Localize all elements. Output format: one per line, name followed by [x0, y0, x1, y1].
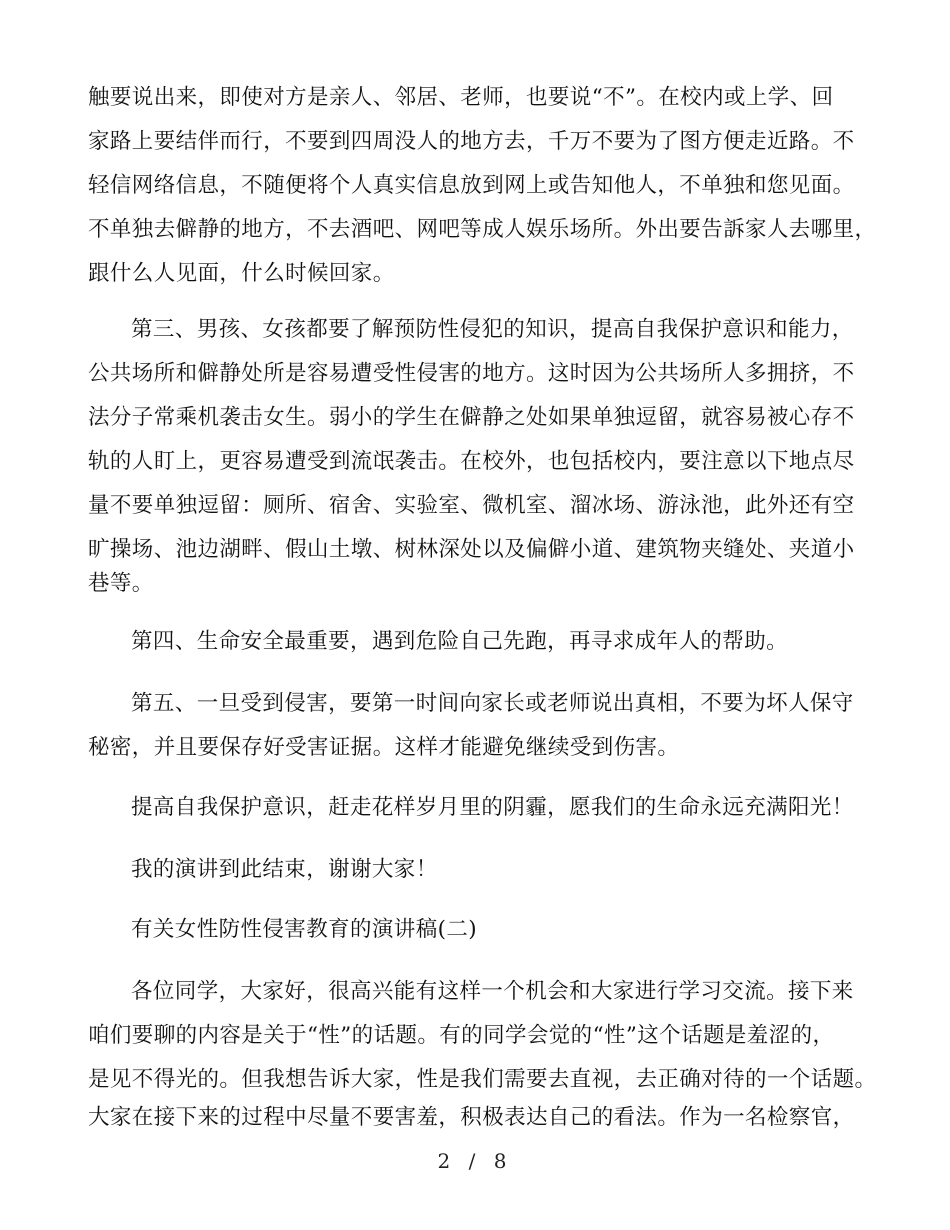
text-line: 第四、生命安全最重要，遇到危险自己先跑，再寻求成年人的帮助。: [131, 629, 789, 654]
text-line: 跟什么人见面，什么时候回家。: [88, 261, 395, 286]
text-line: 第五、一旦受到侵害，要第一时间向家长或老师说出真相，不要为坏人保守: [131, 691, 854, 716]
text-line: 秘密，并且要保存好受害证据。这样才能避免继续受到伤害。: [88, 735, 680, 760]
section-title: 有关女性防性侵害教育的演讲稿(二): [131, 917, 478, 942]
text-line: 是见不得光的。但我想告诉大家，性是我们需要去直视，去正确对待的一个话题。: [88, 1067, 877, 1092]
text-line: 量不要单独逗留：厕所、宿舍、实验室、微机室、溜冰场、游泳池，此外还有空: [88, 493, 855, 518]
text-line: 提高自我保护意识，赶走花样岁月里的阴霾，愿我们的生命永远充满阳光！: [131, 795, 854, 820]
text-line: 第三、男孩、女孩都要了解预防性侵犯的知识，提高自我保护意识和能力，: [131, 317, 854, 342]
text-line: 我的演讲到此结束，谢谢大家！: [131, 857, 438, 882]
text-line: 家路上要结伴而行，不要到四周没人的地方去，千万不要为了图方便走近路。不: [88, 129, 855, 154]
page-number: 2 / 8: [437, 1149, 513, 1173]
text-line: 法分子常乘机袭击女生。弱小的学生在僻静之处如果单独逗留，就容易被心存不: [88, 405, 855, 430]
text-line: 旷操场、池边湖畔、假山土墩、树林深处以及偏僻小道、建筑物夹缝处、夹道小: [88, 537, 855, 562]
text-line: 不单独去僻静的地方，不去酒吧、网吧等成人娱乐场所。外出要告訴家人去哪里，: [88, 217, 877, 242]
text-line: 各位同学，大家好，很高兴能有这样一个机会和大家进行学习交流。接下来: [131, 979, 854, 1004]
text-line: 咱们要聊的内容是关于“性”的话题。有的同学会觉的“性”这个话题是羞涩的，: [88, 1023, 835, 1048]
text-line: 公共场所和僻静处所是容易遭受性侵害的地方。这时因为公共场所人多拥挤，不: [88, 361, 855, 386]
text-line: 轻信网络信息，不随便将个人真实信息放到网上或告知他人，不单独和您见面。: [88, 173, 855, 198]
text-line: 巷等。: [88, 571, 154, 596]
text-line: 大家在接下来的过程中尽量不要害羞，积极表达自己的看法。作为一名检察官，: [88, 1105, 855, 1130]
text-line: 轨的人盯上，更容易遭受到流氓袭击。在校外，也包括校内，要注意以下地点尽: [88, 449, 855, 474]
text-line: 触要说出来，即使对方是亲人、邻居、老师，也要说“不”。在校内或上学、回: [88, 85, 834, 110]
